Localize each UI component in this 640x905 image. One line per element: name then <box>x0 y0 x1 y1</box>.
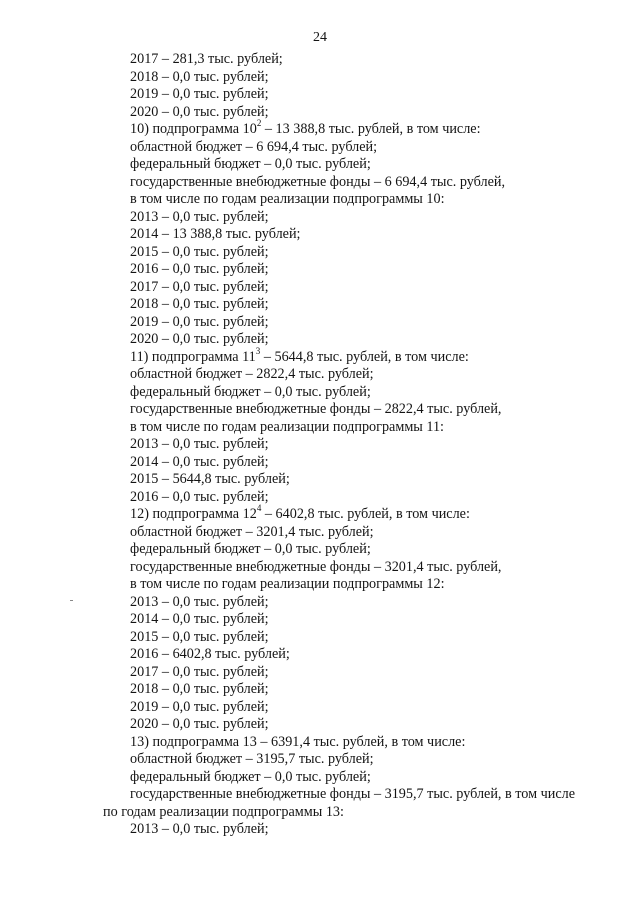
heading-text: – 6402,8 тыс. рублей, в том числе: <box>261 506 470 522</box>
heading-text: – 5644,8 тыс. рублей, в том числе: <box>260 348 469 365</box>
year-line: 2015 – 5644,8 тыс. рублей; <box>130 471 290 487</box>
heading-text: – 13 388,8 тыс. рублей, в том числе: <box>261 121 481 137</box>
year-line: 2018 – 0,0 тыс. рублей; <box>130 68 269 85</box>
heading-text: 11) подпрограмма 11 <box>130 348 256 365</box>
year-line: 2013 – 0,0 тыс. рублей; <box>130 208 269 225</box>
body-text <box>0 51 640 839</box>
year-line: 2017 – 0,0 тыс. рублей; <box>130 663 269 680</box>
year-line: 2019 – 0,0 тыс. рублей; <box>130 86 269 102</box>
year-line: 2020 – 0,0 тыс. рублей; <box>130 103 269 120</box>
year-line: 2017 – 0,0 тыс. рублей; <box>130 278 269 295</box>
federal-budget-line: федеральный бюджет – 0,0 тыс. рублей; <box>130 541 371 557</box>
footnote-marker: 4 <box>256 503 262 514</box>
year-line: 2013 – 0,0 тыс. рублей; <box>130 821 269 837</box>
year-line: 2018 – 0,0 тыс. рублей; <box>130 296 269 312</box>
regional-budget-line: областной бюджет – 3201,4 тыс. рублей; <box>130 523 374 540</box>
offbudget-funds-paragraph <box>0 786 640 821</box>
year-line: 2014 – 13 388,8 тыс. рублей; <box>130 226 301 242</box>
subprogram-11-heading <box>0 345 640 367</box>
year-line: 2016 – 0,0 тыс. рублей; <box>130 488 269 505</box>
page-number: 24 <box>313 30 327 45</box>
federal-budget-line: федеральный бюджет – 0,0 тыс. рублей; <box>130 768 371 785</box>
subprogram-12-heading <box>0 503 640 524</box>
year-line: 2015 – 0,0 тыс. рублей; <box>130 243 269 260</box>
heading-text: 12) подпрограмма 12 <box>130 506 257 522</box>
year-line: 2018 – 0,0 тыс. рублей; <box>130 681 269 697</box>
offbudget-funds-text: государственные внебюджетные фонды – 3195,7 тыс. рублей, в том числе по годам реализации подпрограммы 13: <box>103 786 576 820</box>
year-line: 2016 – 0,0 тыс. рублей; <box>130 261 269 277</box>
offbudget-funds-line: государственные внебюджетные фонды – 2822,4 тыс. рублей, <box>130 401 502 417</box>
year-line: 2015 – 0,0 тыс. рублей; <box>130 628 269 645</box>
year-line: 2014 – 0,0 тыс. рублей; <box>130 611 269 627</box>
footnote-marker: 2 <box>256 118 262 129</box>
regional-budget-line: областной бюджет – 2822,4 тыс. рублей; <box>130 366 374 382</box>
federal-budget-line: федеральный бюджет – 0,0 тыс. рублей; <box>130 383 371 400</box>
year-line: 2013 – 0,0 тыс. рублей; <box>130 436 269 452</box>
year-line: 2013 – 0,0 тыс. рублей; <box>130 593 269 610</box>
federal-budget-line: федеральный бюджет – 0,0 тыс. рублей; <box>130 156 371 172</box>
regional-budget-line: областной бюджет – 6 694,4 тыс. рублей; <box>130 138 378 155</box>
scan-speck <box>70 600 73 601</box>
offbudget-funds-line: государственные внебюджетные фонды – 3201,4 тыс. рублей, <box>130 558 502 575</box>
year-line: 2020 – 0,0 тыс. рублей; <box>130 716 269 732</box>
footnote-marker: 3 <box>255 345 261 356</box>
by-years-line: в том числе по годам реализации подпрограммы 10: <box>130 191 445 207</box>
year-line: 2014 – 0,0 тыс. рублей; <box>130 453 269 470</box>
year-line: 2019 – 0,0 тыс. рублей; <box>130 698 269 715</box>
by-years-line: в том числе по годам реализации подпрограммы 11: <box>130 418 444 435</box>
year-line: 2016 – 6402,8 тыс. рублей; <box>130 646 290 662</box>
by-years-line: в том числе по годам реализации подпрограммы 12: <box>130 576 445 592</box>
subprogram-13-heading: 13) подпрограмма 13 – 6391,4 тыс. рублей, в том числе: <box>130 733 466 750</box>
year-line: 2017 – 281,3 тыс. рублей; <box>130 51 283 67</box>
offbudget-funds-line: государственные внебюджетные фонды – 6 694,4 тыс. рублей, <box>130 173 506 190</box>
subprogram-10-heading <box>0 118 640 139</box>
year-line: 2020 – 0,0 тыс. рублей; <box>130 331 269 347</box>
regional-budget-line: областной бюджет – 3195,7 тыс. рублей; <box>130 751 374 767</box>
year-line: 2019 – 0,0 тыс. рублей; <box>130 313 269 330</box>
heading-text: 10) подпрограмма 10 <box>130 121 257 137</box>
